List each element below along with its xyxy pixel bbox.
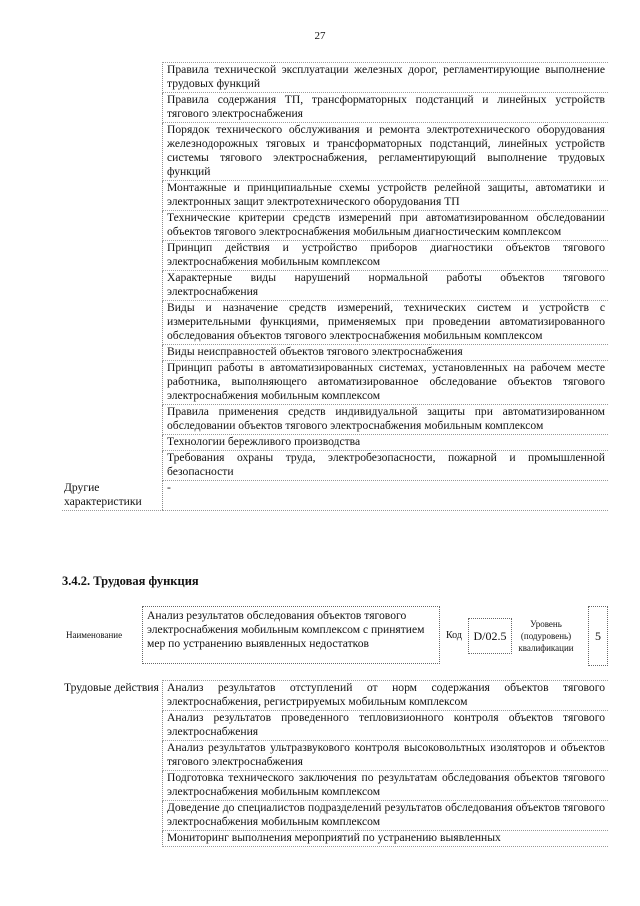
table-row: [62, 361, 608, 405]
row-label: [62, 405, 163, 435]
row-label: [62, 241, 163, 271]
table-row: [62, 405, 608, 435]
table-row: [62, 93, 608, 123]
other-characteristics-label: Другие характеристики: [62, 481, 163, 511]
table-row: [62, 241, 608, 271]
other-characteristics-row: [62, 481, 608, 511]
row-label: [62, 181, 163, 211]
row-label: [62, 271, 163, 301]
labor-action-text: Анализ результатов отступлений от норм содержания объектов тягового электроснабжения, регистрируемых мобильным комплексом: [163, 681, 609, 711]
name-label: Наименование: [66, 630, 123, 640]
row-label: [62, 435, 163, 451]
knowledge-table: [62, 62, 608, 511]
table-row: [62, 271, 608, 301]
labor-action-text: Доведение до специалистов подразделений результатов обследования объектов тягового электроснабжения мобильным комплексом: [163, 801, 609, 831]
labor-action-text: Подготовка технического заключения по результатам обследования объектов тягового электроснабжения мобильным комплексом: [163, 771, 609, 801]
row-text: Виды и назначение средств измерений, технических систем и устройств с измерительными функциями, применяемых при проведении автоматизированного обследования объектов тягового электроснабжения мобильным комплексом: [163, 301, 609, 345]
row-text: Принцип действия и устройство приборов диагностики объектов тягового электроснабжения мобильным комплексом: [163, 241, 609, 271]
row-label: [62, 301, 163, 345]
table-row: [62, 181, 608, 211]
other-characteristics-value: -: [163, 481, 609, 511]
row-text: Характерные виды нарушений нормальной работы объектов тягового электроснабжения: [163, 271, 609, 301]
row-label: [62, 123, 163, 181]
row-text: Правила применения средств индивидуальной защиты при автоматизированном обследовании объектов тягового электроснабжения мобильным комплексом: [163, 405, 609, 435]
table-row: [62, 435, 608, 451]
function-name-box: Анализ результатов обследования объектов тягового электроснабжения мобильным комплексом с принятием мер по устранению выявленных недостатков: [142, 606, 440, 664]
row-text: Виды неисправностей объектов тягового электроснабжения: [163, 345, 609, 361]
table-row: [62, 123, 608, 181]
row-label: [62, 93, 163, 123]
labor-actions-table: [62, 680, 608, 847]
level-label: Уровень (подуровень) квалификации: [518, 619, 574, 653]
code-label: Код: [446, 630, 462, 641]
function-code-box: D/02.5: [468, 618, 512, 654]
table-row: [62, 63, 608, 93]
row-text: Порядок технического обслуживания и ремонта электротехнического оборудования железнодорожных тяговых и трансформаторных подстанций, линейных устройств системы тягового электроснабжения, регламентирующий выполнение трудовых функций: [163, 123, 609, 181]
table-row: [62, 301, 608, 345]
page-number: 27: [314, 30, 326, 42]
table-row: [62, 211, 608, 241]
row-text: Технические критерии средств измерений при автоматизированном обследовании объектов тягового электроснабжения мобильным диагностическим комплексом: [163, 211, 609, 241]
table-row: [62, 345, 608, 361]
row-text: Принцип работы в автоматизированных системах, установленных на рабочем месте работника, выполняющего автоматизированное обследование объектов тягового электроснабжения мобильным комплексом: [163, 361, 609, 405]
row-label: [62, 361, 163, 405]
row-text: Монтажные и принципиальные схемы устройств релейной защиты, автоматики и электронных защит электротехнического оборудования ТП: [163, 181, 609, 211]
table-row: [62, 451, 608, 481]
level-value-box: 5: [588, 606, 608, 666]
row-label: [62, 345, 163, 361]
row-text: Правила технической эксплуатации железных дорог, регламентирующие выполнение трудовых функций: [163, 63, 609, 93]
section-heading: 3.4.2. Трудовая функция: [62, 574, 199, 588]
function-header: [62, 604, 608, 666]
row-label: [62, 451, 163, 481]
row-text: Технологии бережливого производства: [163, 435, 609, 451]
labor-action-text: Анализ результатов ультразвукового контроля высоковольтных изоляторов и объектов тягового электроснабжения: [163, 741, 609, 771]
row-text: Требования охраны труда, электробезопасности, пожарной и промышленной безопасности: [163, 451, 609, 481]
row-label: [62, 63, 163, 93]
row-label: [62, 211, 163, 241]
table-row: [62, 681, 608, 711]
labor-action-text: Анализ результатов проведенного тепловизионного контроля объектов тягового электроснабжения: [163, 711, 609, 741]
labor-actions-label: Трудовые действия: [64, 680, 159, 694]
labor-action-text: Мониторинг выполнения мероприятий по устранению выявленных: [163, 831, 609, 847]
row-text: Правила содержания ТП, трансформаторных подстанций и линейных устройств тягового электроснабжения: [163, 93, 609, 123]
